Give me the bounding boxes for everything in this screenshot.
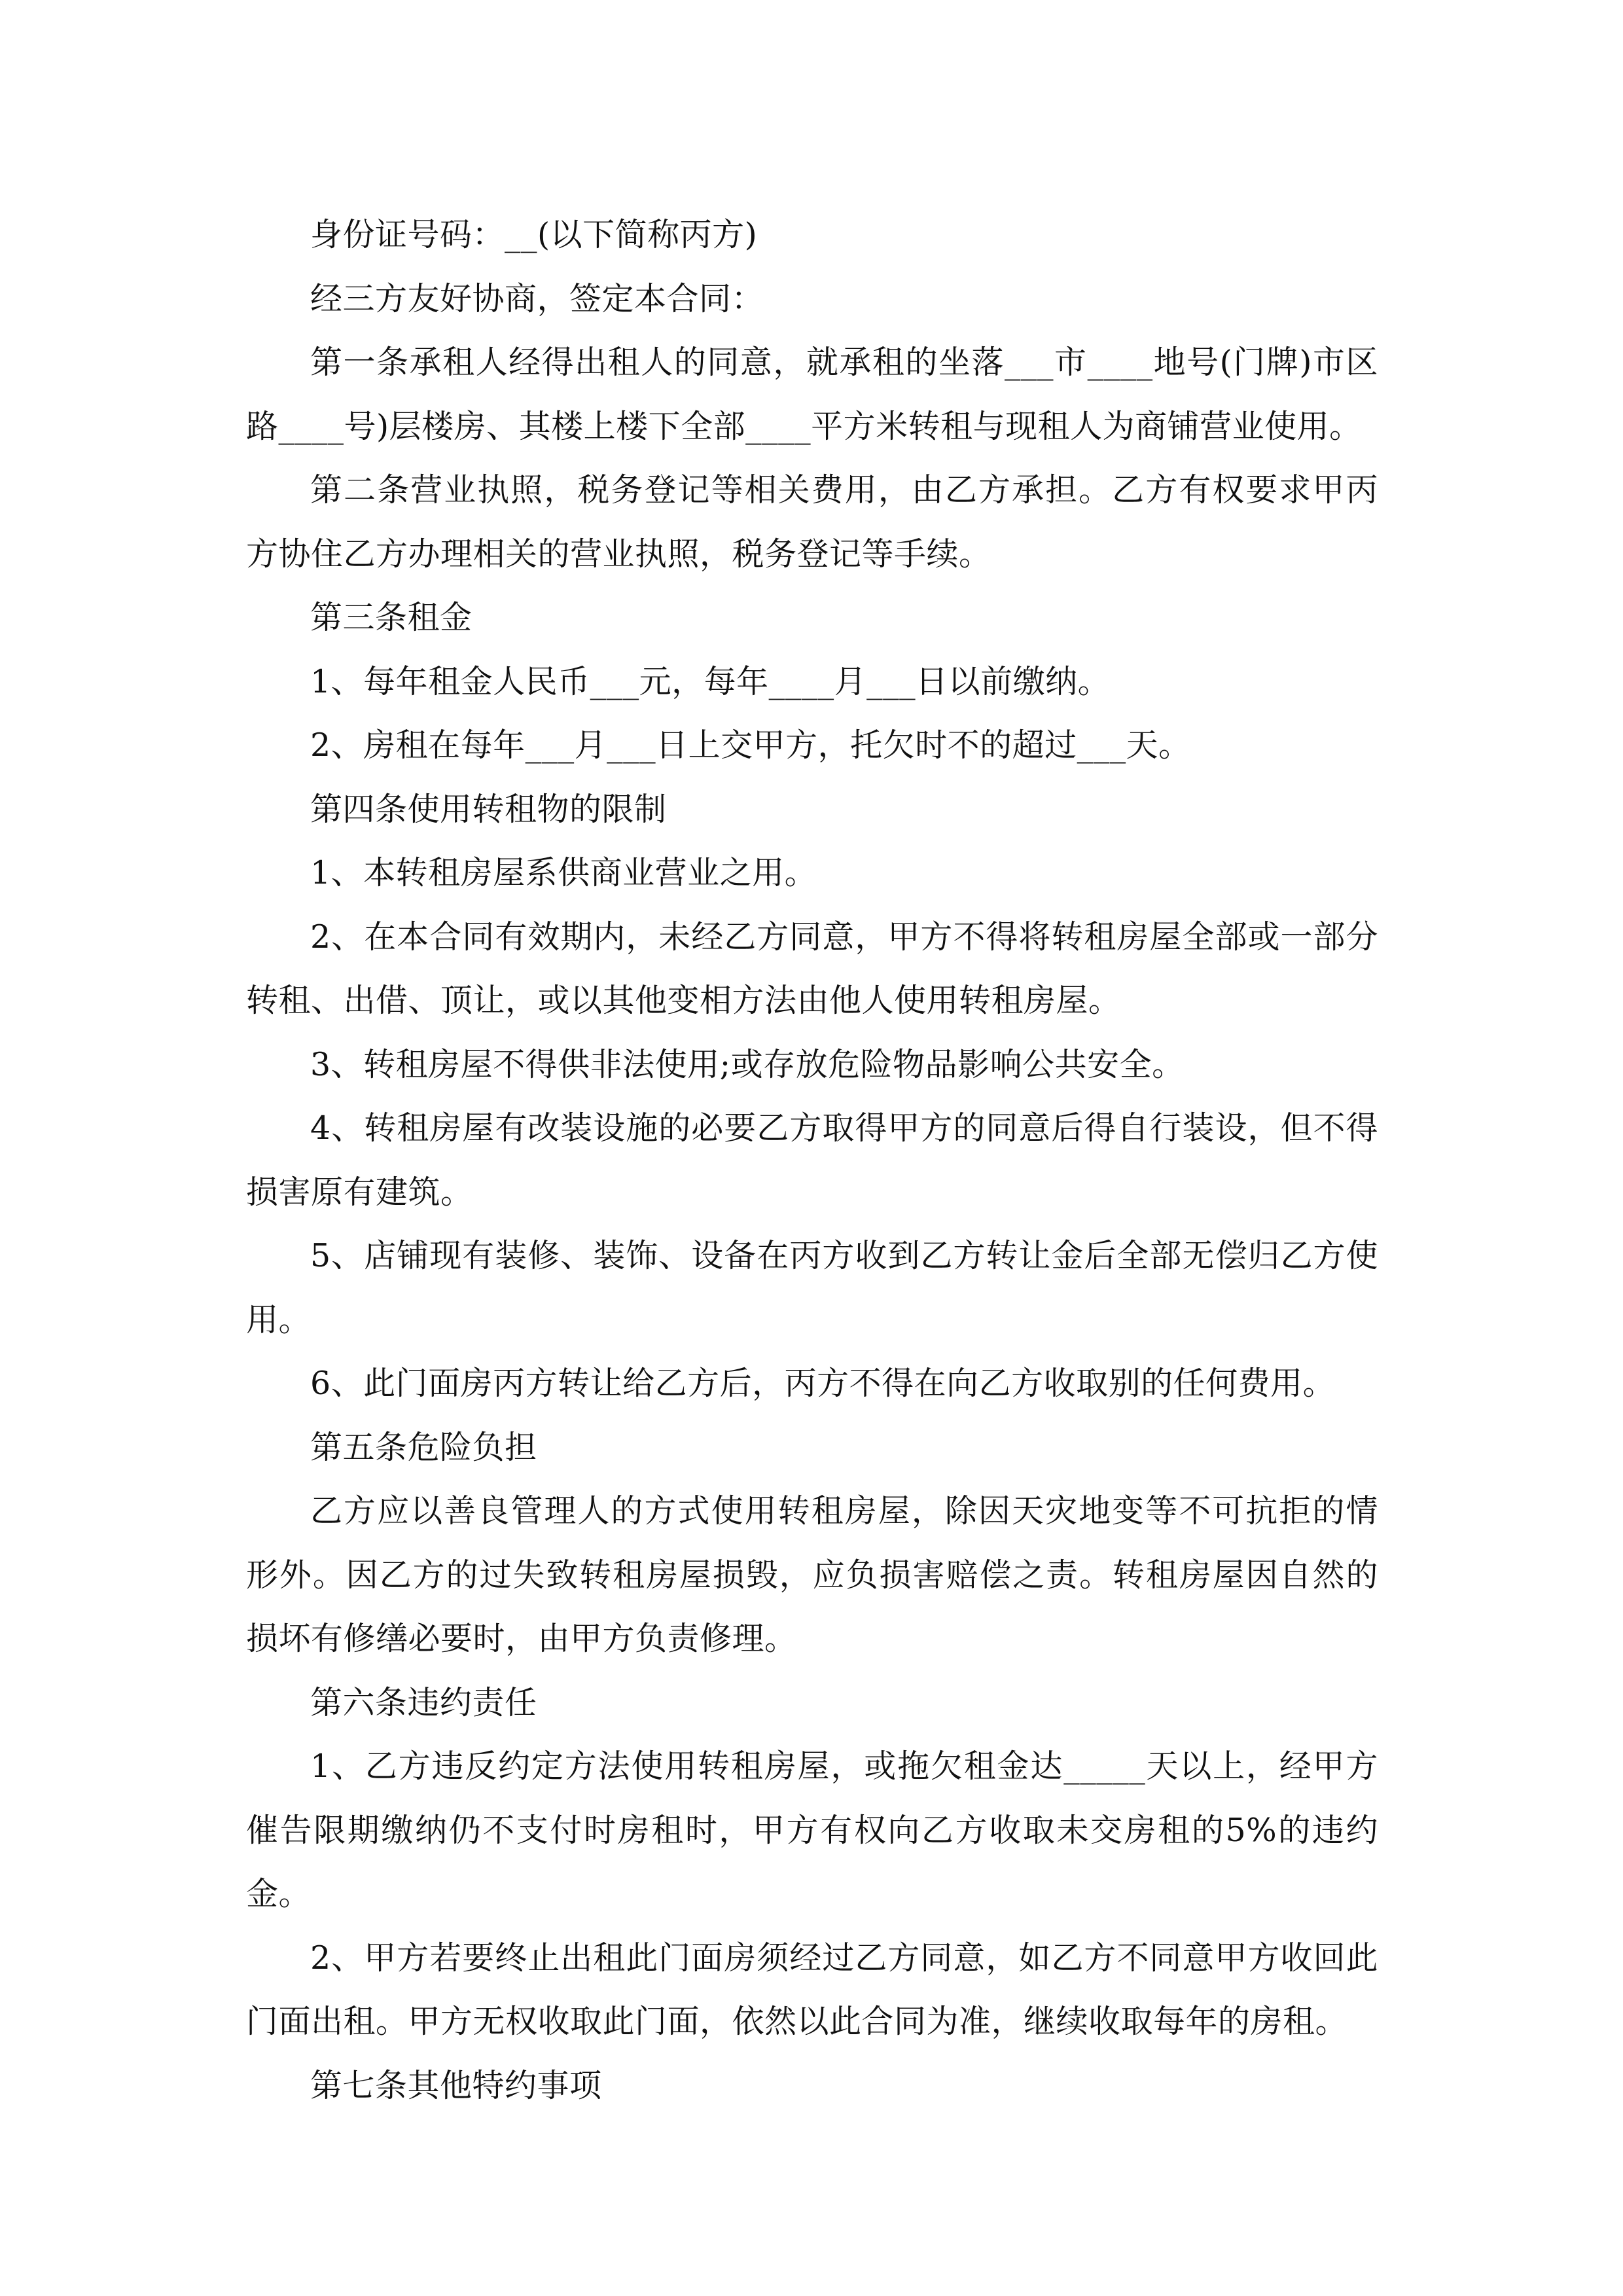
paragraph-article-4-item-5: 5、店铺现有装修、装饰、设备在丙方收到乙方转让金后全部无偿归乙方使用。: [246, 1237, 1378, 1338]
heading-article-6: 第六条违约责任: [310, 1683, 537, 1721]
paragraph-article-6-item-2: 2、甲方若要终止出租此门面房须经过乙方同意，如乙方不同意甲方收回此门面出租。甲方无权收取此门面，依然以此合同为准，继续收取每年的房租。: [246, 1939, 1378, 2040]
document-body: [246, 203, 1378, 2117]
heading-article-5: 第五条危险负担: [310, 1428, 537, 1466]
heading-article-7: 第七条其他特约事项: [310, 2066, 602, 2104]
paragraph-id-number: 身份证号码：__(以下简称丙方): [310, 216, 758, 253]
paragraph-article-1: 第一条承租人经得出租人的同意，就承租的坐落___市____地号(门牌)市区路____号)层楼房、其楼上楼下全部____平方米转租与现租人为商铺营业使用。: [246, 344, 1378, 445]
paragraph-article-4-item-2: 2、在本合同有效期内，未经乙方同意，甲方不得将转租房屋全部或一部分转租、出借、顶让，或以其他变相方法由他人使用转租房屋。: [246, 918, 1378, 1019]
paragraph-article-4-item-4: 4、转租房屋有改装设施的必要乙方取得甲方的同意后得自行装设，但不得损害原有建筑。: [246, 1109, 1378, 1211]
paragraph-article-3-item-2: 2、房租在每年___月___日上交甲方，托欠时不的超过___天。: [310, 726, 1191, 764]
paragraph-article-2: 第二条营业执照，税务登记等相关费用，由乙方承担。乙方有权要求甲丙方协住乙方办理相关的营业执照，税务登记等手续。: [246, 471, 1378, 573]
paragraph-article-4-item-1: 1、本转租房屋系供商业营业之用。: [310, 854, 817, 891]
paragraph-article-4-item-3: 3、转租房屋不得供非法使用;或存放危险物品影响公共安全。: [310, 1045, 1185, 1083]
paragraph-article-3-item-1: 1、每年租金人民币___元，每年____月___日以前缴纳。: [310, 662, 1111, 700]
paragraph-article-6-item-1: 1、乙方违反约定方法使用转租房屋，或拖欠租金达_____天以上，经甲方催告限期缴纳仍不支付时房租时，甲方有权向乙方收取未交房租的5%的违约金。: [246, 1748, 1378, 1912]
heading-article-4: 第四条使用转租物的限制: [310, 790, 667, 828]
paragraph-agreement-intro: 经三方友好协商，签定本合同：: [310, 279, 764, 317]
paragraph-article-5-body: 乙方应以善良管理人的方式使用转租房屋，除因天灾地变等不可抗拒的情形外。因乙方的过失致转租房屋损毁，应负损害赔偿之责。转租房屋因自然的损坏有修缮必要时，由甲方负责修理。: [246, 1492, 1378, 1657]
paragraph-article-4-item-6: 6、此门面房丙方转让给乙方后，丙方不得在向乙方收取别的任何费用。: [310, 1365, 1336, 1402]
heading-article-3: 第三条租金: [310, 599, 473, 636]
